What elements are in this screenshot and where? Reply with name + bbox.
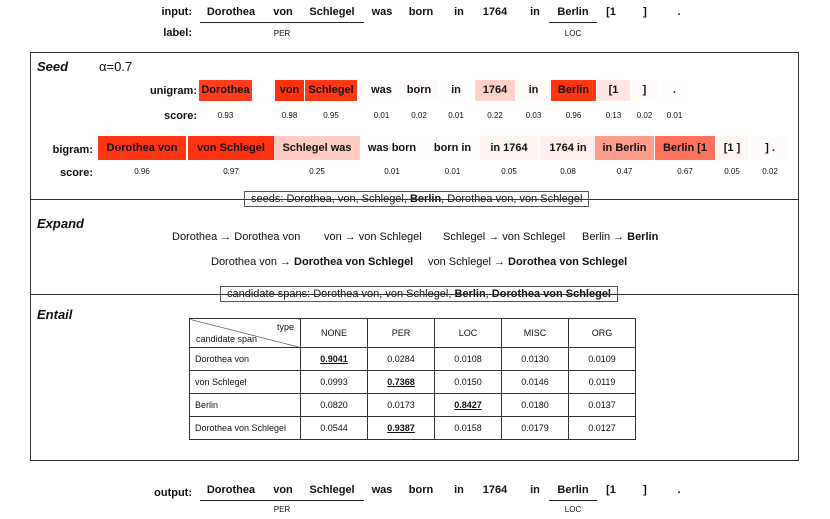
col-misc: MISC [502,319,569,348]
expand-rule [582,231,658,243]
input-token: . [677,6,681,18]
bigram-cell: in Berlin [595,136,654,160]
corner-span: candidate span [196,334,258,344]
bigram-cell: born in [425,136,480,160]
output-token: . [677,484,681,496]
unigram-score: 0.13 [605,111,622,120]
seeds-summary-suffix: , Dorothea von, von Schlegel [441,193,583,205]
table-row [190,348,636,371]
rule-from: Berlin [582,231,611,243]
table-row [190,371,636,394]
output-token: von [273,484,293,496]
input-token: was [371,6,393,18]
output-token: Berlin [557,484,589,496]
unigram-cell: born [400,80,438,101]
bigram-score: 0.25 [309,167,325,176]
per-tag: PER [273,29,291,38]
unigram-score: 0.03 [525,111,542,120]
unigram-score: 0.02 [411,111,427,120]
unigram-cell: Berlin [551,80,596,101]
unigram-label: unigram: [149,85,197,97]
arrow-icon: → [494,256,505,268]
output-per-underline [200,500,364,501]
per-underline [200,22,364,23]
output-token: ] [643,484,647,496]
expand-panel [30,199,799,295]
output-token: Dorothea [206,484,256,496]
output-token: [1 [606,484,616,496]
unigram-cell: in [440,80,472,101]
bigram-score: 0.67 [677,167,693,176]
table-header-row [190,319,636,348]
input-token: Dorothea [206,6,256,18]
input-token: von [273,6,293,18]
candidates-summary-sep: , [485,288,492,300]
input-token: ] [643,6,647,18]
input-label: input: [161,6,192,18]
rule-from: von Schlegel [428,256,491,268]
seeds-summary-prefix: seeds: Dorothea, von, Schlegel, [251,193,410,205]
input-token: in [530,6,540,18]
score-cell: 0.0993 [301,371,368,394]
score-cell: 0.8427 [435,394,502,417]
output-token: was [371,484,393,496]
output-token: in [454,484,464,496]
input-token: 1764 [482,6,508,18]
bigram-cell: Schlegel was [274,136,360,160]
score-cell: 0.9387 [368,417,435,440]
input-token: in [454,6,464,18]
input-token: [1 [606,6,616,18]
bigram-cell: ] . [752,136,788,160]
bigram-score: 0.08 [560,167,576,176]
loc-underline [549,22,597,23]
unigram-score: 0.98 [281,111,298,120]
bigram-score: 0.05 [501,167,517,176]
input-token: Berlin [557,6,589,18]
score-cell: 0.0119 [569,371,636,394]
seeds-summary-bold: Berlin [409,193,442,205]
bigram-cell: Dorothea von [98,136,186,160]
expand-rule [172,231,300,243]
score-cell: 0.0284 [368,348,435,371]
score-cell: 0.0137 [569,394,636,417]
score-cell: 0.0180 [502,394,569,417]
output-token: in [530,484,540,496]
candidates-summary-prefix: candidate spans: Dorothea von, von Schlegel, [227,288,455,300]
score-cell: 0.0820 [301,394,368,417]
bigram-score: 0.97 [223,167,239,176]
label-row-label: label: [163,27,192,39]
entailment-table [189,318,636,440]
bigram-score: 0.01 [384,167,400,176]
unigram-cell: Dorothea [199,80,252,101]
corner-type: type [276,322,294,332]
bigram-score-label: score: [59,167,93,179]
candidates-summary-bold2: Dorothea von Schlegel [491,288,611,300]
score-cell: 0.0127 [569,417,636,440]
bigram-score: 0.96 [134,167,150,176]
rule-to: Dorothea von [234,231,301,243]
corner-cell [190,319,301,348]
score-cell: 0.0109 [569,348,636,371]
candidate-span-cell: von Schlegel [190,371,301,394]
unigram-score: 0.01 [373,111,390,120]
seed-title: Seed [37,59,69,74]
bigram-cell: 1764 in [540,136,596,160]
output-label: output: [154,487,192,499]
alpha-value: α=0.7 [99,59,133,74]
score-cell: 0.0146 [502,371,569,394]
score-cell: 0.9041 [301,348,368,371]
unigram-cell: ] [631,80,658,101]
expand-rule [428,256,627,268]
col-loc: LOC [435,319,502,348]
bigram-label: bigram: [52,144,93,156]
col-per: PER [368,319,435,348]
table-row [190,417,636,440]
output-token: born [408,484,434,496]
input-token: born [408,6,434,18]
unigram-score-label: score: [163,110,197,122]
candidate-span-cell: Dorothea von [190,348,301,371]
bigram-cell: in 1764 [480,136,538,160]
unigram-score: 0.01 [448,111,464,120]
output-loc-tag: LOC [564,505,582,514]
arrow-icon: → [488,231,500,243]
score-cell: 0.7368 [368,371,435,394]
score-cell: 0.0130 [502,348,569,371]
bigram-cell: was born [362,136,422,160]
output-per-tag: PER [273,505,291,514]
score-cell: 0.0158 [435,417,502,440]
bigram-score: 0.47 [616,167,633,176]
rule-to: Dorothea von Schlegel [294,256,414,268]
col-none: NONE [301,319,368,348]
table-row [190,394,636,417]
score-cell: 0.0108 [435,348,502,371]
score-cell: 0.0150 [435,371,502,394]
col-org: ORG [569,319,636,348]
arrow-icon: → [280,256,292,268]
rule-from: Dorothea [172,231,218,243]
unigram-score: 0.96 [565,111,582,120]
rule-to: Berlin [627,231,659,243]
arrow-icon: → [613,231,625,243]
expand-title: Expand [37,216,84,231]
score-cell: 0.0179 [502,417,569,440]
bigram-score: 0.01 [444,167,461,176]
score-cell: 0.0544 [301,417,368,440]
unigram-score: 0.95 [323,111,339,120]
output-token: 1764 [482,484,508,496]
loc-tag: LOC [564,29,582,38]
unigram-cell: 1764 [475,80,515,101]
bigram-cell: von Schlegel [188,136,274,160]
candidate-span-cell: Dorothea von Schlegel [190,417,301,440]
expand-rule [211,256,413,268]
output-loc-underline [549,500,597,501]
unigram-score: 0.02 [636,111,653,120]
rule-to: von Schlegel [502,231,566,243]
rule-to: von Schlegel [358,231,422,243]
input-token: Schlegel [309,6,355,18]
arrow-icon: → [220,231,232,243]
rule-from: Dorothea von [211,256,278,268]
rule-to: Dorothea von Schlegel [508,256,628,268]
output-token: Schlegel [309,484,355,496]
unigram-cell: was [364,80,399,101]
unigram-score: 0.01 [666,111,683,120]
entail-title: Entail [37,307,73,322]
expand-rule [324,231,422,243]
unigram-cell: in [517,80,550,101]
bigram-score: 0.05 [724,167,740,176]
rule-from: Schlegel [443,231,486,243]
rule-from: von [324,231,342,243]
unigram-cell: . [661,80,688,101]
arrow-icon: → [344,231,356,243]
unigram-score: 0.22 [487,111,503,120]
unigram-cell: Schlegel [305,80,357,101]
candidate-span-cell: Berlin [190,394,301,417]
unigram-score: 0.93 [217,111,234,120]
bigram-cell: [1 ] [716,136,748,160]
seed-panel [30,52,799,200]
candidates-summary-bold1: Berlin [454,288,486,300]
bigram-score: 0.02 [762,167,778,176]
bigram-cell: Berlin [1 [655,136,715,160]
unigram-cell: von [275,80,304,101]
expand-rule [443,231,565,243]
score-cell: 0.0173 [368,394,435,417]
unigram-cell: [1 [597,80,630,101]
